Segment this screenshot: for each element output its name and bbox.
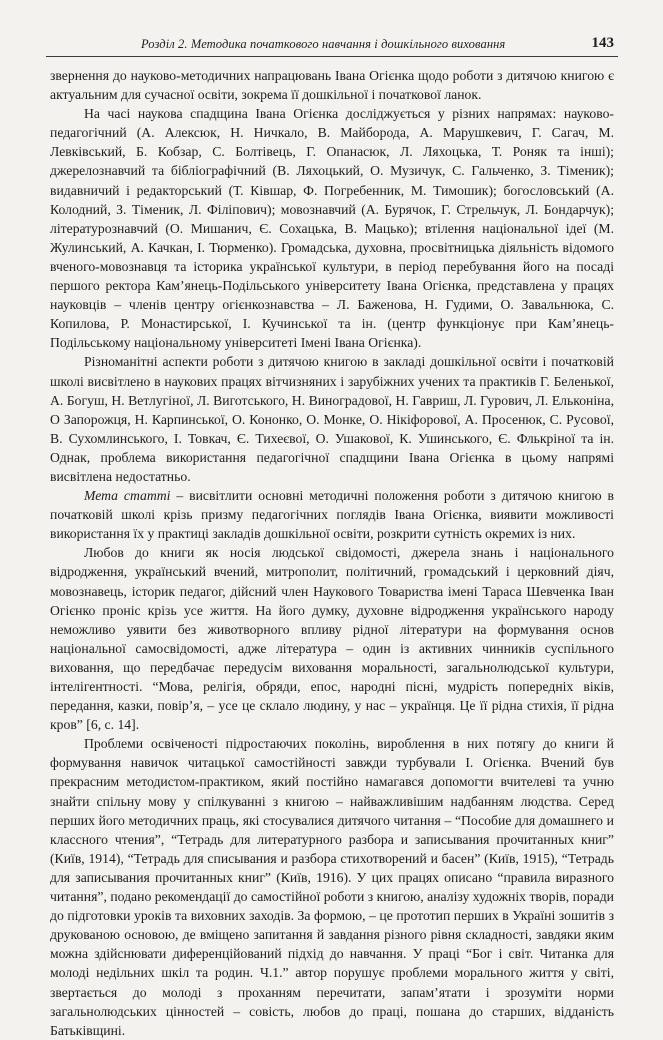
paragraph-article-aim [50,486,614,543]
paragraph-love-of-books: Любов до книги як носія людської свідомості, джерела знань і національного відродження, український вчений, митрополит, політичний, громадський і церковний діяч, мовознавець, історик педагог, дійсний член Наукового Товариства імені Тараса Шевченка Іван Огієнко проніс крізь усе життя. На його думку, духовне відродження українського народу неможливо уявити без животворного впливу рідної літератури на формування основ національної самосвідомості, адже література – один із активних чинників суспільного виховання, що передбачає передусім виховання моральності, загальнолюдської культури, інтелігентності. “Мова, релігія, обряди, епос, народні пісні, мудрість попередніх віків, передання, казки, повір’я, – усе це склало людину, у нас – українця. Це її рідна стихія, її рідна кров” [6, с. 14]. [50,545,614,733]
running-title: Розділ 2. Методика початкового навчання і дошкільного виховання [141,37,506,51]
article-body [50,66,614,1040]
paragraph-reading-methodology: Проблеми освіченості підростаючих поколінь, вироблення в них потягу до книги й формування навичок читацької самостійності завжди турбували І. Огієнка. Вчений був прекрасним методистом-практиком, який постійно намагався допомогти вчителеві та учню знайти спільну мову у спілкуванні з книгою – найважливішим надбанням людства. Серед перших його методичних праць, які стосувалися дитячого читання – “Пособие для домашнего и классного чтения”, “Тетрадь для литературного разбора и записывания прочитанных книг” (Київ, 1914), “Тетрадь для списывания и разбора стихотворений и басен” (Київ, 1915), “Тетрадь для записывания прочитанных книг” (Київ, 1916). У цих працях описано “правила виразного читання”, подано рекомендації до самостійної роботи з книгою, аналізу художніх творів, поради до підготовки уроків та виховних заходів. За формою, – це прототип перших в Україні зошитів з друкованою основою, де вміщено запитання й завдання різного рівня складності, завдяки яким можна здійснювати диференційований підхід до навчання. У праці “Бог і світ. Читанка для молоді недільних шкіл та родин. Ч.1.” автор порушує проблеми морального життя у світі, звертається до молоді з проханням перечитати, запам’ятати і зрозуміти норми загальнолюдських цінностей – совість, любов до праці, пошана до старших, відданість Батьківщині. [50,736,614,1038]
running-header [46,32,618,57]
aim-lead-phrase: Мета статті [84,488,171,504]
paragraph-continuation: звернення до науково-методичних напрацювань Івана Огієнка щодо роботи з дитячою книгою є актуальним для сучасної освіти, зокрема її дошкільної і початкової ланок. [50,68,614,103]
paragraph-research-directions: На часі наукова спадщина Івана Огієнка досліджується у різних напрямах: науково-педагогічний (А. Алексюк, Н. Ничкало, В. Майборода, А. Марушкевич, Г. Сагач, М. Левківський, Б. Кобзар, С. Болтівець, Г. Опанасюк, Л. Ляхоцька, Т. Роняк та інші); джерелознавчий та бібліографічний (В. Ляхоцький, О. Музичук, С. Гальченко, З. Тіменик); видавничий і редакторський (Т. Ківшар, Ф. Погребенник, М. Тимошик); богословський (А. Колодний, З. Тіменик, Л. Філіпович); мовознавчий (А. Бурячок, Г. Стрельчук, Л. Бондарчук); літературознавчий (О. Мишанич, Є. Сохацька, В. Мацько); втілення національної ідеї (М. Жулинський, А. Качкан, І. Тюрменко). Громадська, духовна, просвітницька діяльність відомого вченого-мовознавця та історика української культури, в період перебування його на посаді першого ректора Кам’янець-Подільського університету Івана Огієнка, представлена у працях науковців – членів центру огієнкознавства – Л. Баженова, Н. Гудими, О. Завальнюка, С. Копилова, Р. Монастирської, І. Кучинської та ін. (центр функціонує при Кам’янець-Подільському національному університеті Імені Івана Огієнка). [50,106,614,351]
paragraph-literature-review: Різноманітні аспекти роботи з дитячою книгою в закладі дошкільної освіти і початковій школі висвітлено в наукових працях вітчизняних і зарубіжних учених та практиків Г. Беленької, А. Богуш, Н. Ветлугіної, Л. Виготського, Н. Виноградової, Н. Гавриш, Л. Гурович, Л. Ельконіна, О Запорожця, Н. Карпинської, О. Кононко, О. Монке, О. Нікіфорової, А. Просенюк, С. Русової, В. Сухомлинського, І. Товкач, Є. Тихеєвої, О. Ушакової, К. Ушинського, Є. Флькріної та ін. Однак, проблема використання педагогічної спадщини Івана Огієнка в цьому напрямі висвітлена недостатньо. [50,354,614,484]
aim-text: – висвітлити основні методичні положення роботи з дитячою книгою в початковій школі крізь призму педагогічних поглядів Івана Огієнка, виявити можливості використання їх у практиці закладів дошкільної освіти, розкрити сутність окремих із них. [50,488,614,542]
page-number: 143 [591,35,614,51]
